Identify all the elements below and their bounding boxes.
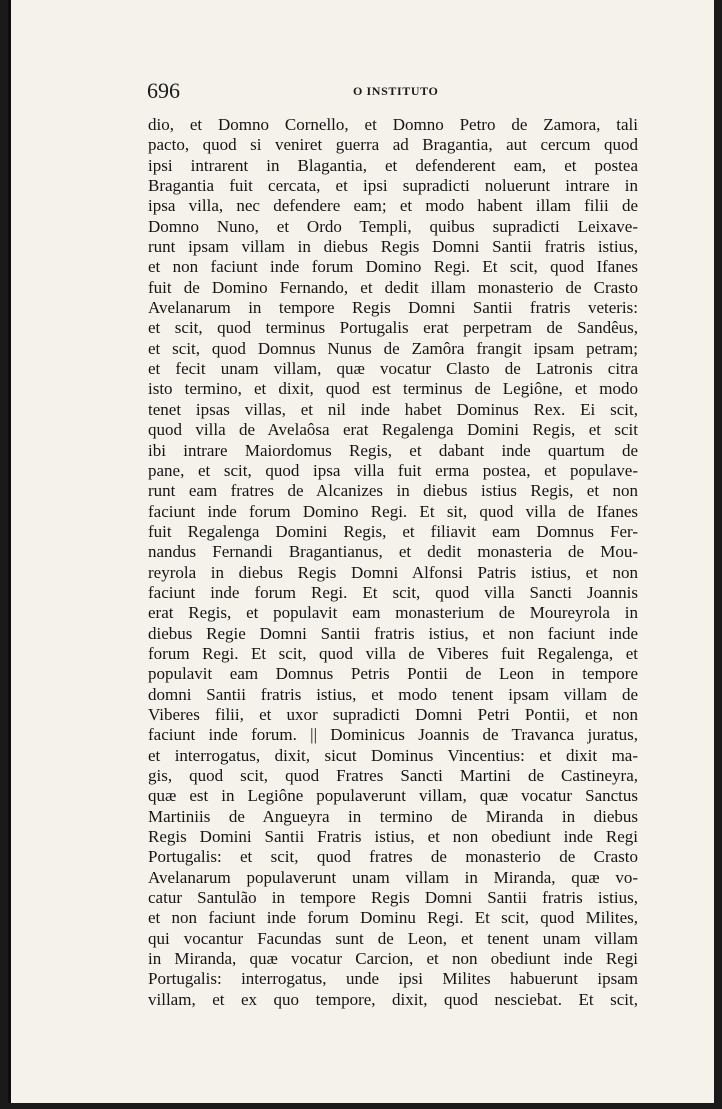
text-line: reyrola in diebus Regis Domni Alfonsi Patris istius, et non xyxy=(148,562,638,582)
text-line: qui vocantur Facundas sunt de Leon, et tenent unam villam xyxy=(148,928,638,948)
text-line: Viberes filii, et uxor supradicti Domni Petri Pontii, et non xyxy=(148,704,638,724)
text-line: faciunt inde forum. || Dominicus Joannis de Travanca juratus, xyxy=(148,725,638,745)
text-line: et scit, quod terminus Portugalis erat perpetram de Sandêus, xyxy=(148,318,638,338)
text-line: Regis Domini Santii Fratris istius, et non obediunt inde Regi xyxy=(148,827,638,847)
text-line: pacto, quod si veniret guerra ad Bragantia, aut cercum quod xyxy=(148,135,638,155)
text-line: quæ est in Legiône populaverunt villam, quæ vocatur Sanctus xyxy=(148,786,638,806)
text-line: fuit Regalenga Domini Regis, et filiavit eam Domnus Fer- xyxy=(148,521,638,541)
text-line: pane, et scit, quod ipsa villa fuit erma postea, et populave- xyxy=(148,460,638,480)
text-line: Avelanarum populaverunt unam villam in Miranda, quæ vo- xyxy=(148,867,638,887)
text-line: Avelanarum in tempore Regis Domni Santii fratris veteris: xyxy=(148,298,638,318)
text-line: catur Santulão in tempore Regis Domni Santii fratris istius, xyxy=(148,888,638,908)
running-title: O INSTITUTO xyxy=(353,84,439,98)
text-line: domni Santii fratris istius, et modo tenent ipsam villam de xyxy=(148,684,638,704)
text-line: Martiniis de Angueyra in termino de Miranda in diebus xyxy=(148,806,638,826)
text-line: fuit de Domino Fernando, et dedit illam monasterio de Crasto xyxy=(148,277,638,297)
text-line: et scit, quod Domnus Nunus de Zamôra frangit ipsam petram; xyxy=(148,338,638,358)
text-line: tenet ipsas villas, et nil inde habet Dominus Rex. Ei scit, xyxy=(148,399,638,419)
text-line: isto termino, et dixit, quod est terminus de Legiône, et modo xyxy=(148,379,638,399)
page-header xyxy=(147,78,637,108)
text-line: ibi intrare Maiordomus Regis, et dabant inde quartum de xyxy=(148,440,638,460)
text-line: et interrogatus, dixit, sicut Dominus Vincentius: et dixit ma- xyxy=(148,745,638,765)
text-line: forum Regi. Et scit, quod villa de Viberes fuit Regalenga, et xyxy=(148,643,638,663)
text-line: in Miranda, quæ vocatur Carcion, et non obediunt inde Regi xyxy=(148,949,638,969)
text-line: gis, quod scit, quod Fratres Sancti Martini de Castineyra, xyxy=(148,766,638,785)
body-text xyxy=(148,115,638,1010)
text-line: erat Regis, et populavit eam monasterium de Moureyrola in xyxy=(148,603,638,623)
text-line: diebus Regie Domni Santii fratris istius, et non faciunt inde xyxy=(148,623,638,643)
book-page xyxy=(8,0,714,1103)
text-line: et non faciunt inde forum Domino Regi. Et scit, quod Ifanes xyxy=(148,257,638,277)
text-line: populavit eam Domnus Petris Pontii de Leon in tempore xyxy=(148,664,638,684)
text-line: faciunt inde forum Domino Regi. Et sit, quod villa de Ifanes xyxy=(148,501,638,521)
page-number: 696 xyxy=(147,78,180,103)
text-line: Portugalis: et scit, quod fratres de monasterio de Crasto xyxy=(148,847,638,867)
text-line: runt ipsam villam in diebus Regis Domni Santii fratris istius, xyxy=(148,237,638,257)
text-line: ipsi intrarent in Blagantia, et defenderent eam, et postea xyxy=(148,155,638,175)
text-line: runt eam fratres de Alcanizes in diebus istius Regis, et non xyxy=(148,481,638,501)
text-line: ipsa villa, nec defendere eam; et modo habent illam filii de xyxy=(148,196,638,216)
text-line: Domno Nuno, et Ordo Templi, quibus supradicti Leixave- xyxy=(148,216,638,236)
text-line: Portugalis: interrogatus, unde ipsi Milites habuerunt ipsam xyxy=(148,969,638,989)
text-line: dio, et Domno Cornello, et Domno Petro de Zamora, tali xyxy=(148,115,638,134)
text-line: faciunt inde forum Regi. Et scit, quod villa Sancti Joannis xyxy=(148,582,638,602)
text-line: et non faciunt inde forum Dominu Regi. Et scit, quod Milites, xyxy=(148,908,638,928)
text-line: Bragantia fuit cercata, et ipsi supradicti noluerunt intrare in xyxy=(148,176,638,196)
text-line: villam, et ex quo tempore, dixit, quod nesciebat. Et scit, xyxy=(148,989,638,1009)
text-line: nandus Fernandi Bragantianus, et dedit monasteria de Mou- xyxy=(148,542,638,562)
text-line: et fecit unam villam, quæ vocatur Clasto de Latronis citra xyxy=(148,359,638,379)
text-line: quod villa de Avelaôsa erat Regalenga Domini Regis, et scit xyxy=(148,420,638,440)
